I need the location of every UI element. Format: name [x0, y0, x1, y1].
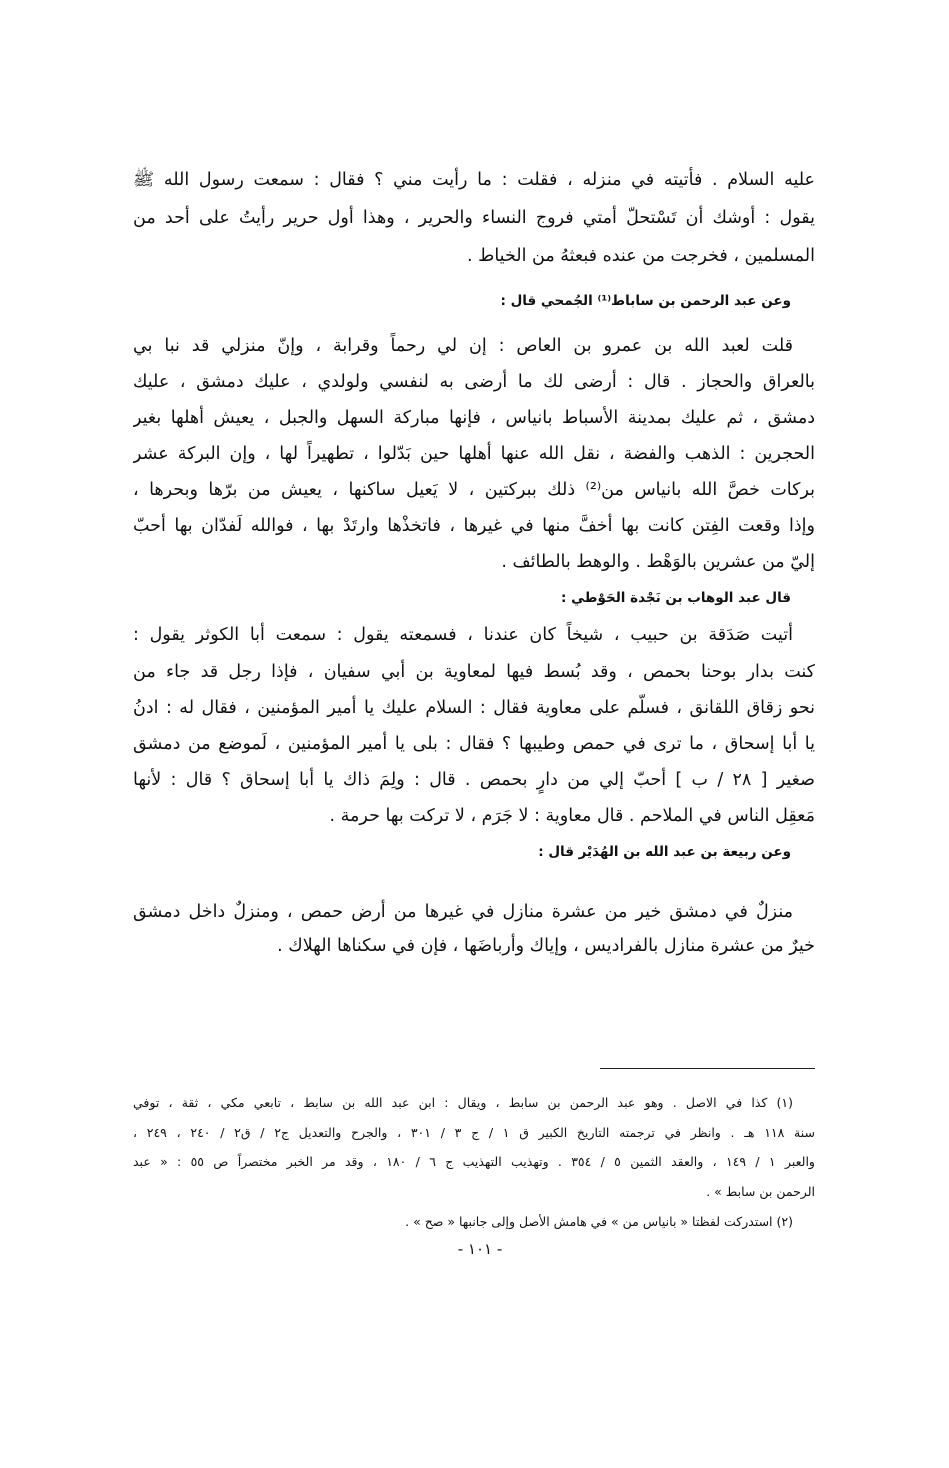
text-line: قلت لعبد الله بن عمرو بن العاص : إن لي رحماً وقرابة ، وإنّ منزلي قد نبا بي: [133, 336, 793, 356]
text-line: المسلمين ، فخرجت من عنده فبعثهُ من الخياط .: [467, 246, 815, 266]
text-line: بالعراق والحجاز . قال : أرضى لك ما أرضى به لنفسي ولولدي ، عليك دمشق ، عليك: [133, 372, 815, 392]
text-line: عليه السلام . فأتيته في منزله ، فقلت : ما رأيت مني ؟ فقال : سمعت رسول الله ﷺ: [133, 170, 815, 190]
text-line: خيرٌ من عشرة منازل بالفراديس ، وإياك وأرباضَها ، فإن في سكناها الهلاك .: [277, 936, 815, 956]
text-line: بركات خصَّ الله بانياس من⁽²⁾ ذلك ببركتين ، لا يَعيل ساكنها ، يعيش من برّها وبحرها ،: [133, 480, 815, 500]
footnote-line: والعبر ١ / ١٤٩ ، والعقد الثمين ٥ / ٣٥٤ . وتهذيب التهذيب ج ٦ / ١٨٠ ، وقد مر الخبر مختصراً ص ٥٥ : « عبد: [133, 1154, 815, 1169]
footnote-line: (٢) استدركت لفظتا « بانياس من » في هامش الأصل وإلى جانبها « صح » .: [405, 1214, 793, 1229]
text-line: يقول : أوشك أن تَسْتحلّ أمتي فروج النساء والحرير ، وهذا أول حرير رأيتُ على أحد من: [133, 208, 815, 228]
text-line: صغير [ ٢٨ / ب ] أحبّ إلي من دارٍ بحمص . قال : ولِمَ ذاك يا أبا إسحاق ؟ قال : لأنها: [133, 770, 815, 790]
text-line: الحجرين : الذهب والفضة ، نقل الله عنها أهلها حين بَدّلوا ، تطهيراً لها ، وإن البركة عشر: [133, 444, 815, 464]
text-line: نحو زقاق اللقانق ، فسلّم على معاوية فقال : السلام عليك يا أمير المؤمنين ، فقال له : ادنُ: [133, 698, 815, 718]
text-line: كنت بدار بوحنا بحمص ، وقد بُسط فيها لمعاوية بن أبي سفيان ، فإذا رجل قد جاء من: [133, 662, 815, 682]
section-heading: وعن عبد الرحمن بن ساباط⁽¹⁾ الجُمحي قال :: [500, 293, 791, 309]
text-line: وإذا وقعت الفِتن كانت بها أخفَّ منها في غيرها ، فاتخذْها وارتَدْ بها ، فوالله لَفدّان بها أحبّ: [133, 516, 815, 536]
text-line: دمشق ، ثم عليك بمدينة الأسباط بانياس ، فإنها مباركة السهل والجبل ، يعيش أهلها بغير: [133, 408, 815, 428]
footnote-separator: [600, 1068, 815, 1069]
footnote-line: الرحمن بن سابط » .: [706, 1184, 815, 1199]
page-number: - ١٠١ -: [457, 1240, 503, 1258]
footnote-line: (١) كذا في الاصل . وهو عبد الرحمن بن سابط ، ويقال : ابن عبد الله بن سابط ، تابعي مكي ، ثقة ، توفي: [133, 1095, 793, 1110]
text-line: يا أبا إسحاق ، ما ترى في حمص وطيبها ؟ فقال : بلى يا أمير المؤمنين ، لَموضع من دمشق: [133, 734, 815, 754]
footnote-line: سنة ١١٨ هـ . وانظر في ترجمته التاريخ الكبير ق ١ / ج ٣ / ٣٠١ ، والجرح والتعديل ج٢ / ق٢ / ٢٤٠ ، ٢٤٩ ،: [133, 1125, 815, 1140]
text-line: إليّ من عشرين بالوَهْط . والوهط بالطائف .: [501, 552, 815, 572]
section-heading: وعن ربيعة بن عبد الله بن الهُدَيْر قال :: [538, 844, 791, 860]
text-line: أتيت صَدَقة بن حبيب ، شيخاً كان عندنا ، فسمعته يقول : سمعت أبا الكوثر يقول :: [133, 625, 793, 645]
text-line: مَعقِل الناس في الملاحم . قال معاوية : لا جَرَم ، لا تركت بها حرمة .: [329, 806, 815, 826]
section-heading: قال عبد الوهاب بن نَجْدة الحَوْطي :: [561, 590, 791, 606]
text-line: منزلٌ في دمشق خير من عشرة منازل في غيرها من أرض حمص ، ومنزلٌ داخل دمشق: [133, 902, 793, 922]
